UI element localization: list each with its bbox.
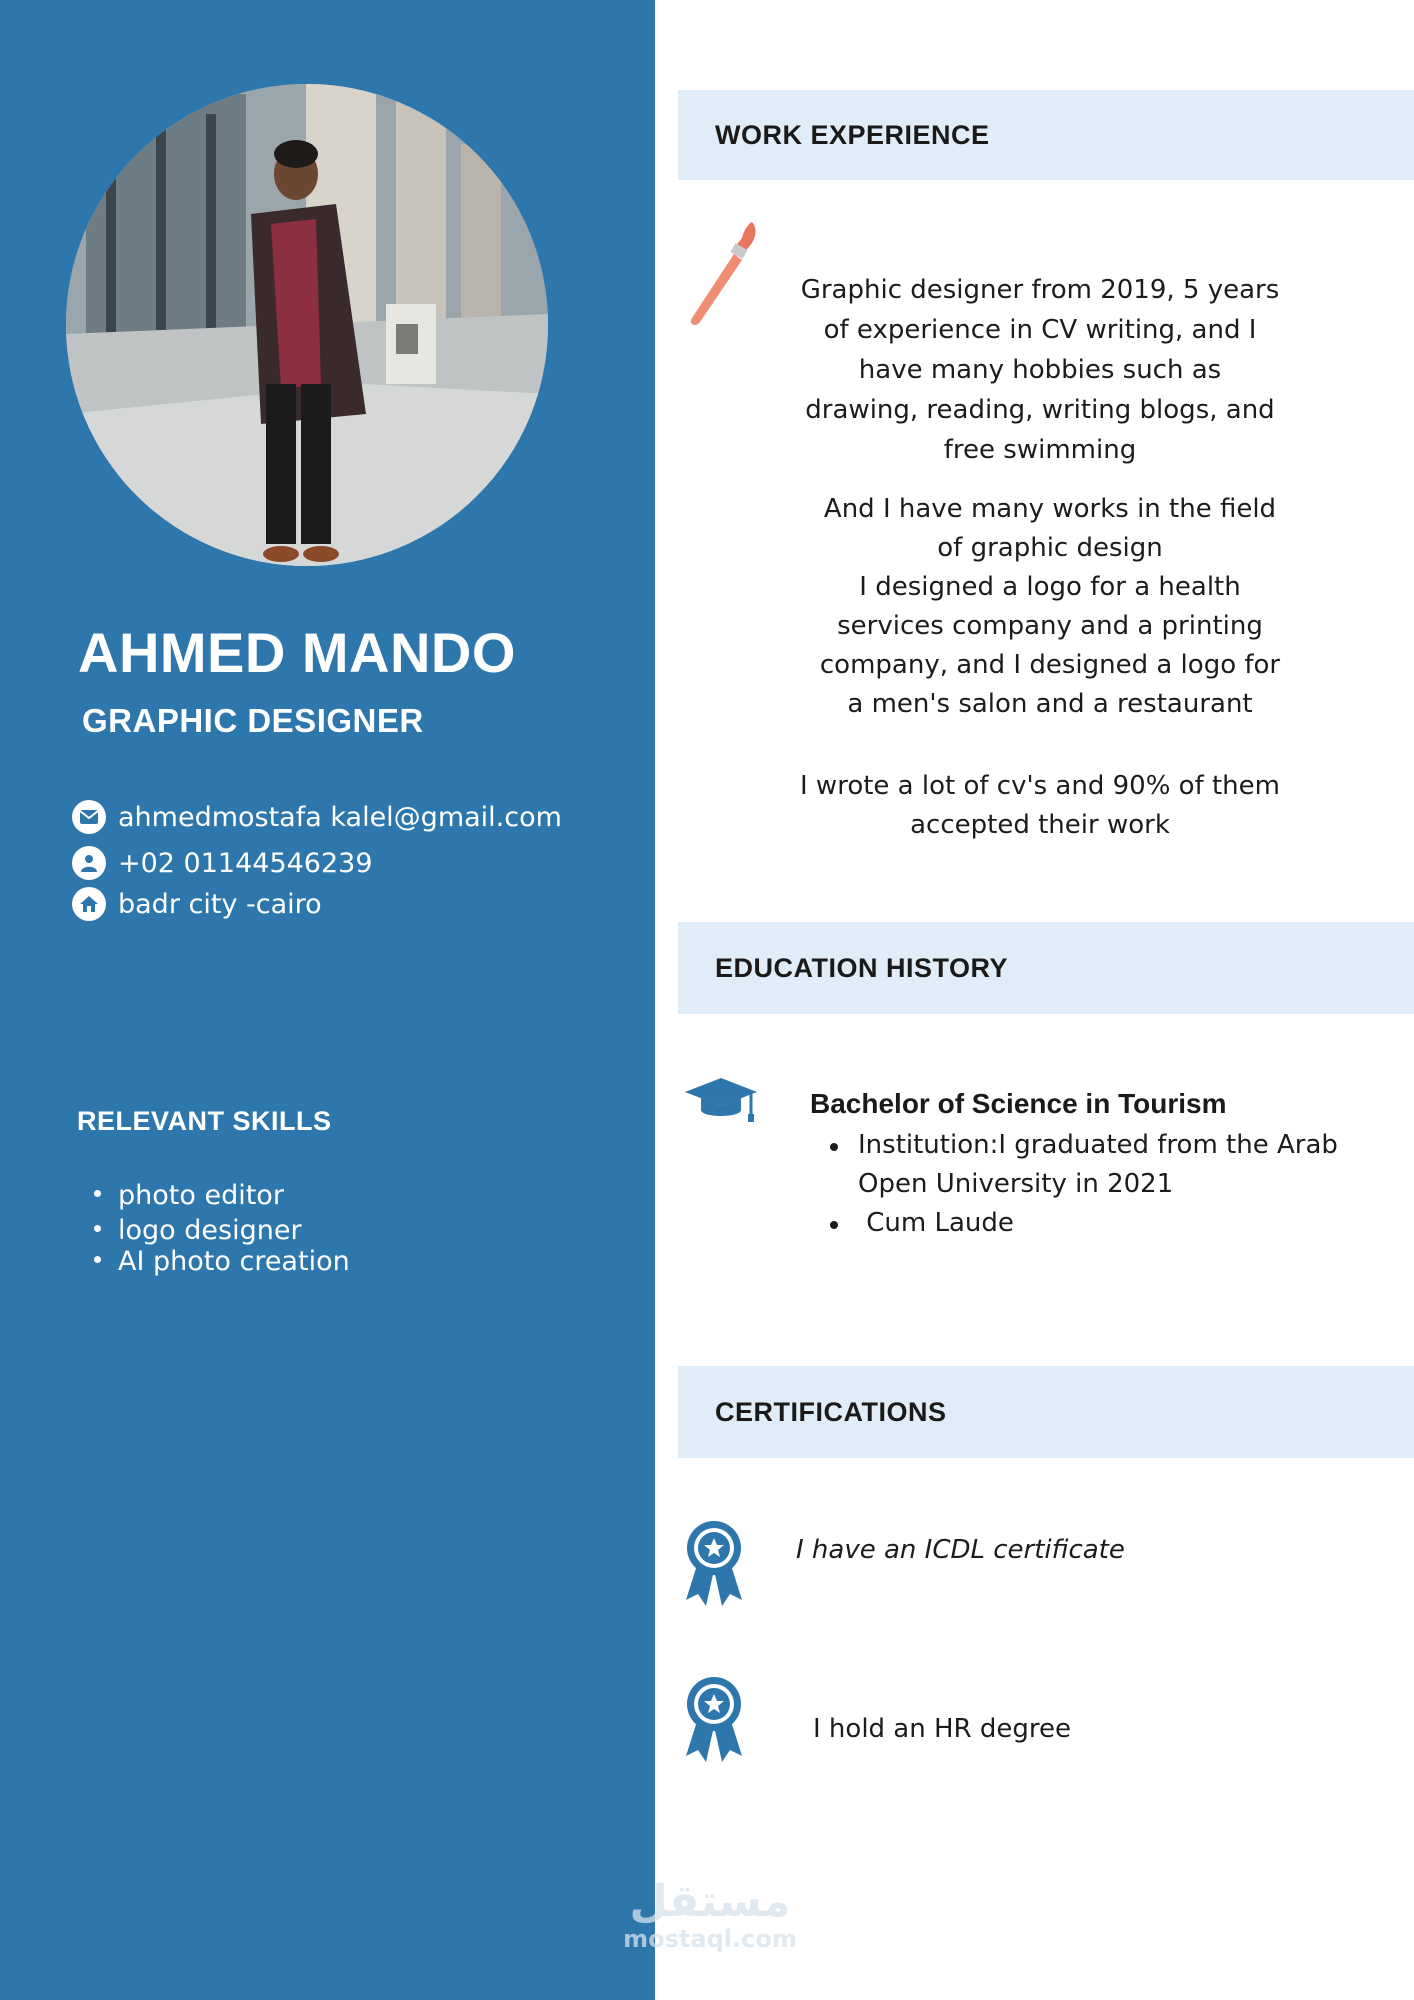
graduation-cap-icon: [683, 1076, 759, 1124]
education-heading: EDUCATION HISTORY: [715, 952, 1009, 983]
phone-text: +02 01144546239: [118, 847, 373, 879]
contact-email: [72, 800, 562, 834]
work-experience-heading: WORK EXPERIENCE: [715, 119, 990, 150]
skill-item: AI photo creation: [92, 1246, 350, 1277]
skill-item: logo designer: [92, 1215, 350, 1246]
watermark-latin: mostaql.com: [623, 1925, 797, 1953]
work-paragraph-2: And I have many works in the field of graphic design I designed a logo for a health services company and a printing company, and I designed a logo for a men's salon and a restaurant: [819, 494, 1281, 719]
candidate-name: AHMED MANDO: [78, 621, 516, 684]
award-ribbon-icon: [682, 1518, 746, 1608]
education-details: [830, 1126, 1350, 1243]
watermark-arabic: مستقل: [629, 1876, 791, 1927]
education-detail-item: Cum Laude: [830, 1204, 1350, 1243]
contact-phone: [72, 846, 373, 880]
education-degree: Bachelor of Science in Tourism: [810, 1088, 1227, 1119]
email-text: ahmedmostafa kalel@gmail.com: [118, 801, 562, 833]
envelope-icon: [72, 800, 106, 834]
profile-photo-image: [66, 84, 548, 566]
certifications-header: [678, 1366, 1414, 1458]
education-header: [678, 922, 1414, 1014]
user-icon: [72, 846, 106, 880]
work-experience-header: [678, 90, 1414, 180]
contact-address: [72, 887, 322, 921]
skills-heading: RELEVANT SKILLS: [77, 1106, 332, 1136]
skill-item: photo editor: [92, 1180, 350, 1211]
paintbrush-icon: [686, 218, 762, 328]
certifications-heading: CERTIFICATIONS: [715, 1396, 947, 1427]
candidate-title: GRAPHIC DESIGNER: [82, 702, 424, 739]
address-text: badr city -cairo: [118, 888, 322, 920]
certification-2: I hold an HR degree: [813, 1714, 1071, 1744]
education-detail-item: Institution:I graduated from the Arab Open University in 2021: [830, 1126, 1350, 1204]
work-paragraph-3: I wrote a lot of cv's and 90% of them accepted their work: [800, 771, 1280, 840]
home-icon: [72, 887, 106, 921]
certification-1: I have an ICDL certificate: [796, 1535, 1125, 1565]
award-ribbon-icon: [682, 1674, 746, 1764]
profile-photo: [66, 84, 548, 566]
skills-list: [92, 1180, 350, 1277]
work-paragraph-1: Graphic designer from 2019, 5 years of experience in CV writing, and I have many hobbies such as drawing, reading, writing blogs, and free swimming: [800, 275, 1280, 465]
watermark: [600, 1878, 820, 1952]
